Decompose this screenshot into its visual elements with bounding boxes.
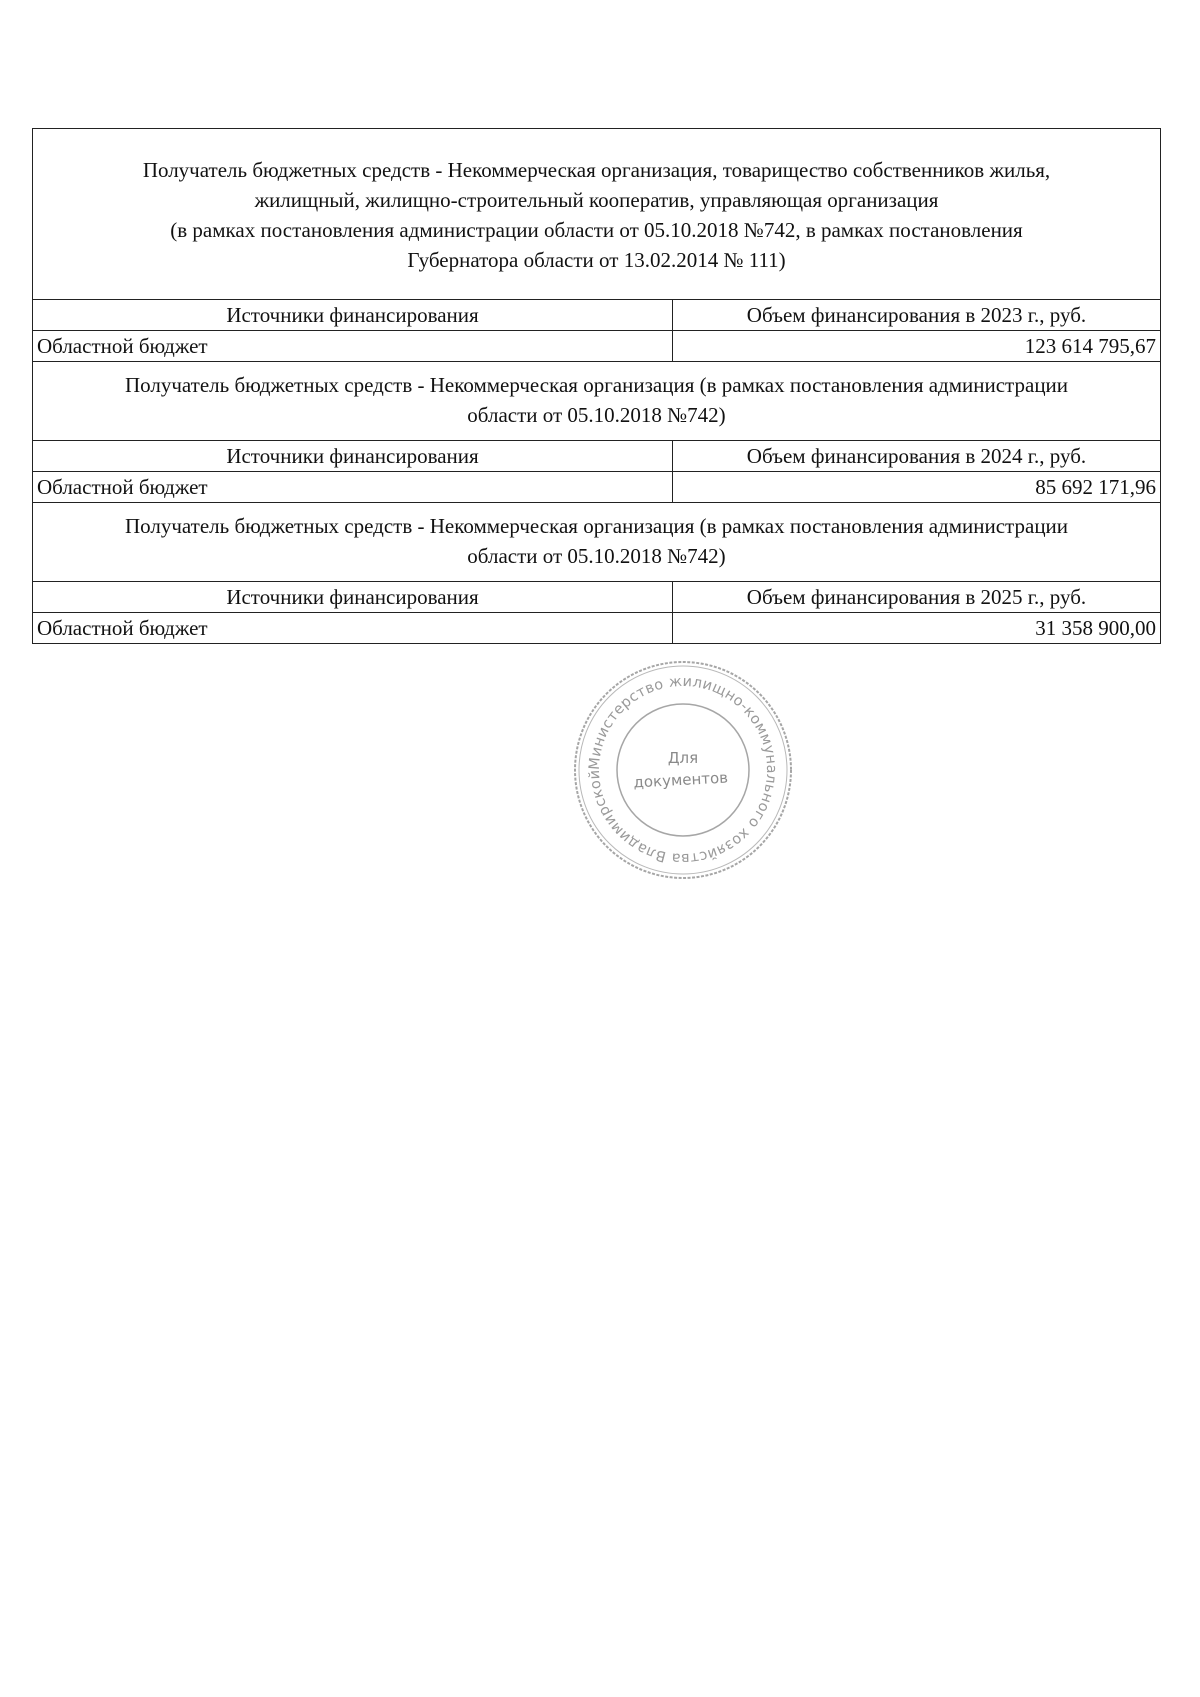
stamp-seal-icon bbox=[568, 655, 798, 885]
stamp-center-line-2: документов bbox=[633, 768, 729, 792]
header-financing-sources: Источники финансирования bbox=[33, 441, 673, 472]
financing-table bbox=[32, 128, 1161, 644]
recipient-description bbox=[33, 129, 1161, 300]
recipient-line: Губернатора области от 13.02.2014 № 111) bbox=[407, 248, 786, 272]
header-financing-volume: Объем финансирования в 2023 г., руб. bbox=[673, 300, 1161, 331]
table-header-row bbox=[33, 582, 1161, 613]
header-financing-volume: Объем финансирования в 2024 г., руб. bbox=[673, 441, 1161, 472]
recipient-description bbox=[33, 362, 1161, 441]
official-stamp bbox=[568, 655, 798, 885]
budget-source-label: Областной бюджет bbox=[33, 331, 673, 362]
budget-amount-value: 123 614 795,67 bbox=[673, 331, 1161, 362]
table-row bbox=[33, 331, 1161, 362]
recipient-line: области от 05.10.2018 №742) bbox=[467, 544, 726, 568]
recipient-line: области от 05.10.2018 №742) bbox=[467, 403, 726, 427]
budget-source-label: Областной бюджет bbox=[33, 472, 673, 503]
recipient-line: (в рамках постановления администрации области от 05.10.2018 №742, в рамках постановления bbox=[170, 218, 1023, 242]
stamp-center-line-1: Для bbox=[667, 749, 699, 767]
table-header-row bbox=[33, 441, 1161, 472]
table-header-row bbox=[33, 300, 1161, 331]
recipient-line: жилищный, жилищно-строительный кооператив, управляющая организация bbox=[254, 188, 939, 212]
budget-source-label: Областной бюджет bbox=[33, 613, 673, 644]
header-financing-sources: Источники финансирования bbox=[33, 300, 673, 331]
recipient-row bbox=[33, 362, 1161, 441]
stamp-ring-text: Министерство жилищно-коммунального хозяйства Владимирской bbox=[586, 673, 780, 867]
recipient-line: Получатель бюджетных средств - Некоммерческая организация, товарищество собственников жилья, bbox=[142, 158, 1051, 182]
recipient-description bbox=[33, 503, 1161, 582]
budget-amount-value: 85 692 171,96 bbox=[673, 472, 1161, 503]
header-financing-sources: Источники финансирования bbox=[33, 582, 673, 613]
table-row bbox=[33, 472, 1161, 503]
table-row bbox=[33, 613, 1161, 644]
header-financing-volume: Объем финансирования в 2025 г., руб. bbox=[673, 582, 1161, 613]
recipient-line: Получатель бюджетных средств - Некоммерческая организация (в рамках постановления администрации bbox=[124, 373, 1069, 397]
recipient-row bbox=[33, 129, 1161, 300]
budget-amount-value: 31 358 900,00 bbox=[673, 613, 1161, 644]
recipient-line: Получатель бюджетных средств - Некоммерческая организация (в рамках постановления администрации bbox=[124, 514, 1069, 538]
recipient-row bbox=[33, 503, 1161, 582]
